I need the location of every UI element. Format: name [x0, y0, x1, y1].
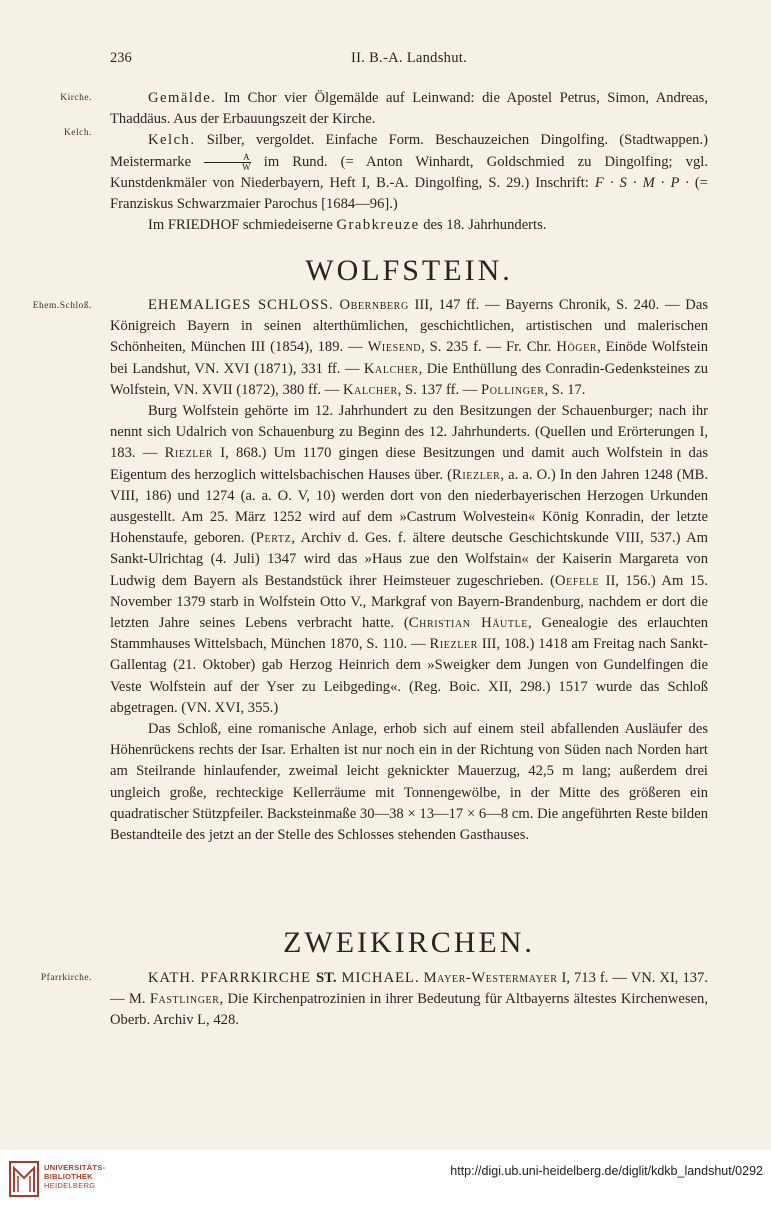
paragraph-friedhof: Im FRIEDHOF schmiedeiserne Grabkreuze des 18. Jahrhunderts. — [148, 217, 547, 234]
paragraph-kelch: Kelch. Silber, vergoldet. Einfache Form. Beschauzeichen Dingolfing. (Stadtwappen.) Meistermarke $\frac{A}{W}$ im Rund. (= Anton Winhardt, Goldschmied zu Dingolfing; vgl. Kunstdenkmäler von Niederbayern, Heft I, B.-A. Dingolfing, S. 29.) Inschrift: F · S · M · P · (= Franziskus Schwarzmaier Parochus [1684—96].) — [110, 132, 708, 213]
inscription: F · S · M · P · — [594, 174, 689, 191]
heading-wolfstein: WOLFSTEIN. — [305, 254, 513, 287]
source-url-link[interactable]: http://digi.ub.uni-heidelberg.de/diglit/kdkb_landshut/0292 — [450, 1164, 763, 1178]
library-name: UNIVERSITÄTS- BIBLIOTHEK HEIDELBERG — [44, 1163, 106, 1190]
margin-note-pfarrkirche: Pfarrkirche. — [40, 973, 92, 983]
section-zweikirchen-text — [110, 968, 708, 1032]
running-title: II. B.-A. Landshut. — [350, 50, 468, 66]
paragraph-gemaelde: Gemälde. Im Chor vier Ölgemälde auf Leinwand: die Apostel Petrus, Simon, Andreas, Thaddäus. Aus der Erbauungszeit der Kirche. — [110, 90, 708, 128]
paragraph-history: Burg Wolfstein gehörte im 12. Jahrhundert zu den Besitzungen der Schauenburger; nach ihr nennt sich Udalrich von Schauenburg zu Beginn des 12. Jahrhunderts. (Quellen und Erörterungen I, 183. — Riezler I, 868.) Um 1170 gingen diese Besitzungen und damit auch Wolfstein in das Eigentum des herzoglich wittelsbachischen Hauses über. (Riezler, a. a. O.) In den Jahren 1248 (MB. VIII, 186) und 1274 (a. a. O. V, 10) werden dort von den niederbayerischen Herzogen Urkunden ausgestellt. Am 25. März 1252 wird auf dem »Castrum Wolvestein« König Konradin, der letzte Hohenstaufe, geboren. (Pertz, Archiv d. Ges. f. ältere deutsche Geschichtskunde VIII, 537.) Am Sankt-Ulrichtag (4. Juli) 1347 wird das »Haus zue den Wolfstain« der Kaiserin Margareta von Ludwig dem Bayern als Bestandstück ihrer Heimsteuer zugeschrieben. (Oefele II, 156.) Am 15. November 1379 starb in Wolfstein Otto V., Markgraf von Bayern-Brandenburg, nachdem er dort die letzten Jahre seines Lebens verbracht hatte. (Christian Häutle, Genealogie des erlauchten Stammhauses Wittelsbach, München 1870, S. 110. — Riezler III, 108.) 1418 am Freitag nach Sankt-Gallentag (21. Oktober) gab Herzog Heinrich dem »Sweigker dem Jungen von Gundelfingen die Veste Wolfstein auf der Yser zu Leibgeding«. (Reg. Boic. XII, 298.) 1517 wurde das Schloß abgetragen. (VN. XVI, 355.) — [110, 403, 708, 716]
section-kirche-text — [110, 88, 708, 236]
margin-note-kelch: Kelch. — [63, 128, 92, 138]
section-wolfstein-text — [110, 295, 708, 846]
paragraph-description: Das Schloß, eine romanische Anlage, erhob sich auf einem steil abfallenden Ausläufer des Höhenrückens rechts der Isar. Erhalten ist nur noch ein in der Richtung von Süden nach Norden hart am Steilrande hinlaufender, zweimal leicht geknickter Mauerzug, 42,5 m lang; außerdem drei ungleich große, rechteckige Kellerräume mit Tonnengewölbe, in der Mitte des größeren ein quadratischer Stützpfeiler. Backsteinmaße 30—38 × 13—17 × 6—8 cm. Die angeführten Reste bilden Bestandteile des jetzt an der Stelle des Schlosses stehenden Gasthauses. — [110, 721, 708, 844]
heading-zweikirchen: ZWEIKIRCHEN. — [283, 926, 535, 959]
page-header — [110, 48, 708, 72]
paragraph-literature: EHEMALIGES SCHLOSS. Obernberg III, 147 ff. — Bayerns Chronik, S. 240. — Das Königreich Bayern in seinen alterthümlichen, geschichtlichen, artistischen und malerischen Schönheiten, München III (1854), 189. — Wiesend, S. 235 f. — Fr. Chr. Höger, Einöde Wolfstein bei Landshut, VN. XVI (1871), 331 ff. — Kalcher, Die Enthüllung des Conradin-Gedenksteines zu Wolfstein, VN. XVII (1872), 380 ff. — Kalcher, S. 137 ff. — Pollinger, S. 17. — [110, 297, 709, 398]
margin-note-kirche: Kirche. — [60, 93, 92, 103]
paragraph-pfarrkirche: KATH. PFARRKIRCHE ST. MICHAEL. Mayer-Westermayer I, 713 f. — VN. XI, 137. — M. Fastlinger, Die Kirchenpatrozinien in ihrer Bedeutung für Altbayerns ältestes Kirchenwesen, Oberb. Archiv L, 428. — [110, 970, 709, 1029]
meistermarke-glyph: $\frac{A}{W}$ — [204, 153, 251, 172]
page-number: 236 — [110, 50, 132, 66]
library-footer — [0, 1150, 771, 1211]
margin-note-ehem-schloss: Ehem.Schloß. — [32, 301, 92, 311]
university-library-logo-icon — [8, 1158, 40, 1200]
